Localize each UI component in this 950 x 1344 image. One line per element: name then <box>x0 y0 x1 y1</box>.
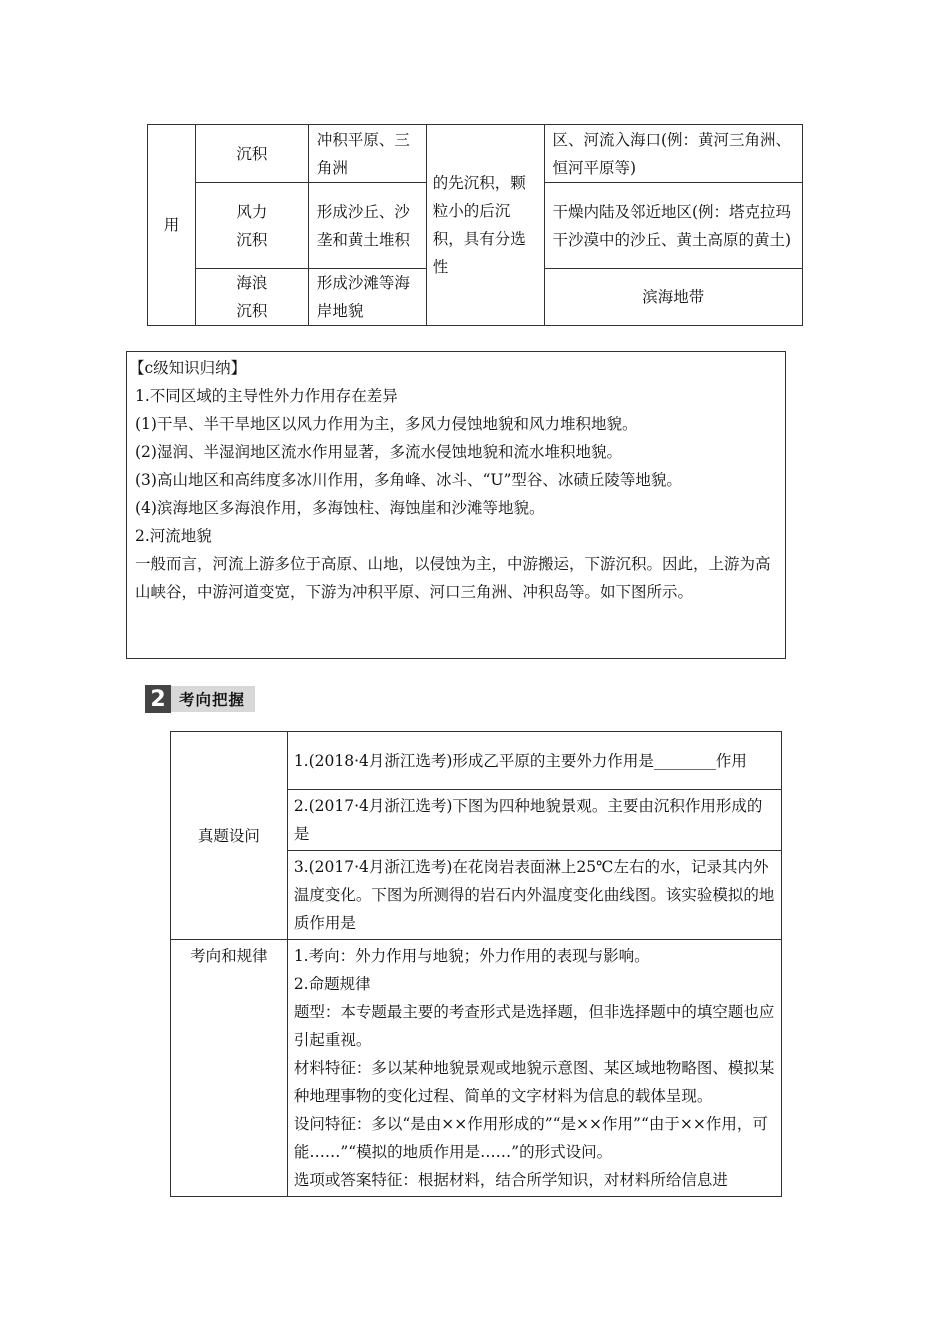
section-title: 考向把握 <box>171 686 255 712</box>
knowledge-line: 一般而言，河流上游多位于高原、山地，以侵蚀为主，中游搬运，下游沉积。因此，上游为高山峡谷，中游河道变宽，下游为冲积平原、河口三角洲、冲积岛等。如下图所示。 <box>135 555 771 601</box>
landform-cell: 冲积平原、三角洲 <box>308 125 426 183</box>
knowledge-line: (4)滨海地区多海浪作用，多海蚀柱、海蚀崖和沙滩等地貌。 <box>135 499 545 517</box>
question-cell: 1.(2018·4月浙江选考)形成乙平原的主要外力作用是________作用 <box>287 732 781 790</box>
knowledge-title: 【c级知识归纳】 <box>129 359 247 377</box>
knowledge-summary-box <box>126 351 786 659</box>
direction-rules-label: 考向和规律 <box>171 940 288 1197</box>
landform-cell: 形成沙丘、沙垄和黄土堆积 <box>308 183 426 269</box>
exam-direction-table <box>170 731 782 1197</box>
region-cell: 滨海地带 <box>544 269 803 326</box>
knowledge-line: 1.不同区域的主导性外力作用存在差异 <box>135 387 398 405</box>
landform-table <box>147 124 803 326</box>
rule-line: 1.考向：外力作用与地貌；外力作用的表现与影响。 <box>293 947 650 965</box>
region-cell: 干燥内陆及邻近地区(例：塔克拉玛干沙漠中的沙丘、黄土高原的黄土) <box>544 183 803 269</box>
feature-cell: 的先沉积，颗粒小的后沉积，具有分选性 <box>426 125 544 326</box>
real-questions-label: 真题设问 <box>171 732 288 940</box>
rules-cell <box>287 940 781 1197</box>
knowledge-line: (2)湿润、半湿润地区流水作用显著，多流水侵蚀地貌和流水堆积地貌。 <box>135 443 622 461</box>
rule-line: 题型：本专题最主要的考查形式是选择题，但非选择题中的填空题也应引起重视。 <box>293 1003 775 1049</box>
section-number-badge: 2 <box>145 685 171 713</box>
question-cell: 2.(2017·4月浙江选考)下图为四种地貌景观。主要由沉积作用形成的是 <box>287 790 781 851</box>
action-category-cell: 用 <box>148 125 196 326</box>
knowledge-line: (1)干旱、半干旱地区以风力作用为主，多风力侵蚀地貌和风力堆积地貌。 <box>135 415 638 433</box>
section-header <box>145 685 255 713</box>
rule-line: 材料特征：多以某种地貌景观或地貌示意图、某区域地物略图、模拟某种地理事物的变化过程、简单的文字材料为信息的载体呈现。 <box>293 1059 775 1105</box>
question-cell: 3.(2017·4月浙江选考)在花岗岩表面淋上25℃左右的水，记录其内外温度变化。下图为所测得的岩石内外温度变化曲线图。该实验模拟的地质作用是 <box>287 851 781 940</box>
rule-line: 设问特征：多以“是由××作用形成的”“是××作用”“由于××作用，可能……”“模拟的地质作用是……”的形式设问。 <box>293 1115 768 1161</box>
knowledge-line: 2.河流地貌 <box>135 527 212 545</box>
deposition-type-cell: 风力沉积 <box>195 183 308 269</box>
knowledge-line: (3)高山地区和高纬度多冰川作用，多角峰、冰斗、“U”型谷、冰碛丘陵等地貌。 <box>135 471 682 489</box>
rule-line: 2.命题规律 <box>293 975 371 993</box>
deposition-type-cell: 沉积 <box>195 125 308 183</box>
deposition-type-cell: 海浪沉积 <box>195 269 308 326</box>
region-cell: 区、河流入海口(例：黄河三角洲、恒河平原等) <box>544 125 803 183</box>
rule-line: 选项或答案特征：根据材料，结合所学知识，对材料所给信息进 <box>293 1171 728 1189</box>
landform-cell: 形成沙滩等海岸地貌 <box>308 269 426 326</box>
